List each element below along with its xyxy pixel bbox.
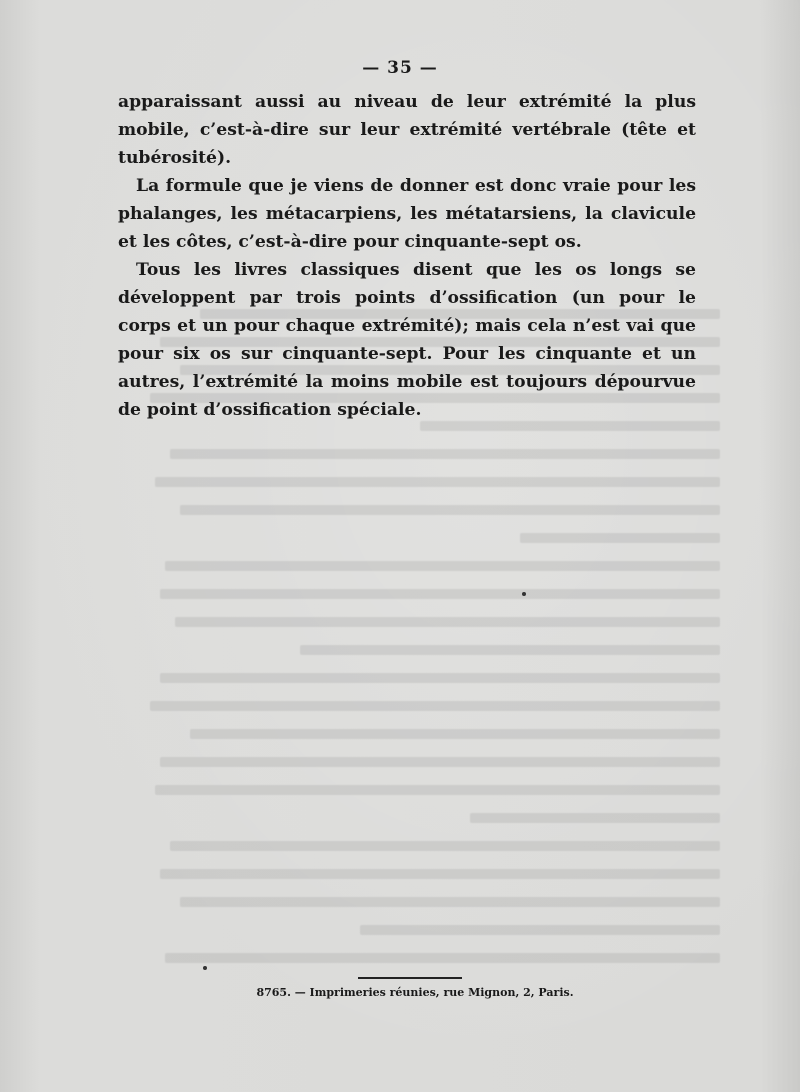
paragraph-3: Tous les livres classiques disent que les os longs se développent par trois points d’ossification (un pour le corps et un pour chaque extrémité); mais cela n’est vai que pour six os sur cinquante-sept. Pour les cinquante et un autres, l’extrémité la moins mobile est toujours dépourvue de point d’ossification spéciale. [118, 260, 696, 420]
speck-mark [203, 966, 207, 970]
page-number: — 35 — [362, 58, 438, 78]
body-text [118, 88, 696, 424]
footer-imprint: 8765. — Imprimeries réunies, rue Mignon, 2, Paris. [256, 986, 574, 999]
paragraph-2: La formule que je viens de donner est donc vraie pour les phalanges, les métacarpiens, les métatarsiens, la clavicule et les côtes, c’est-à-dire pour cinquante-sept os. [118, 176, 696, 252]
paragraph-1: apparaissant aussi au niveau de leur extrémité la plus mobile, c’est-à-dire sur leur extrémité vertébrale (tête et tubérosité). [118, 92, 696, 168]
speck-mark [522, 592, 526, 596]
footer-rule [358, 977, 462, 979]
